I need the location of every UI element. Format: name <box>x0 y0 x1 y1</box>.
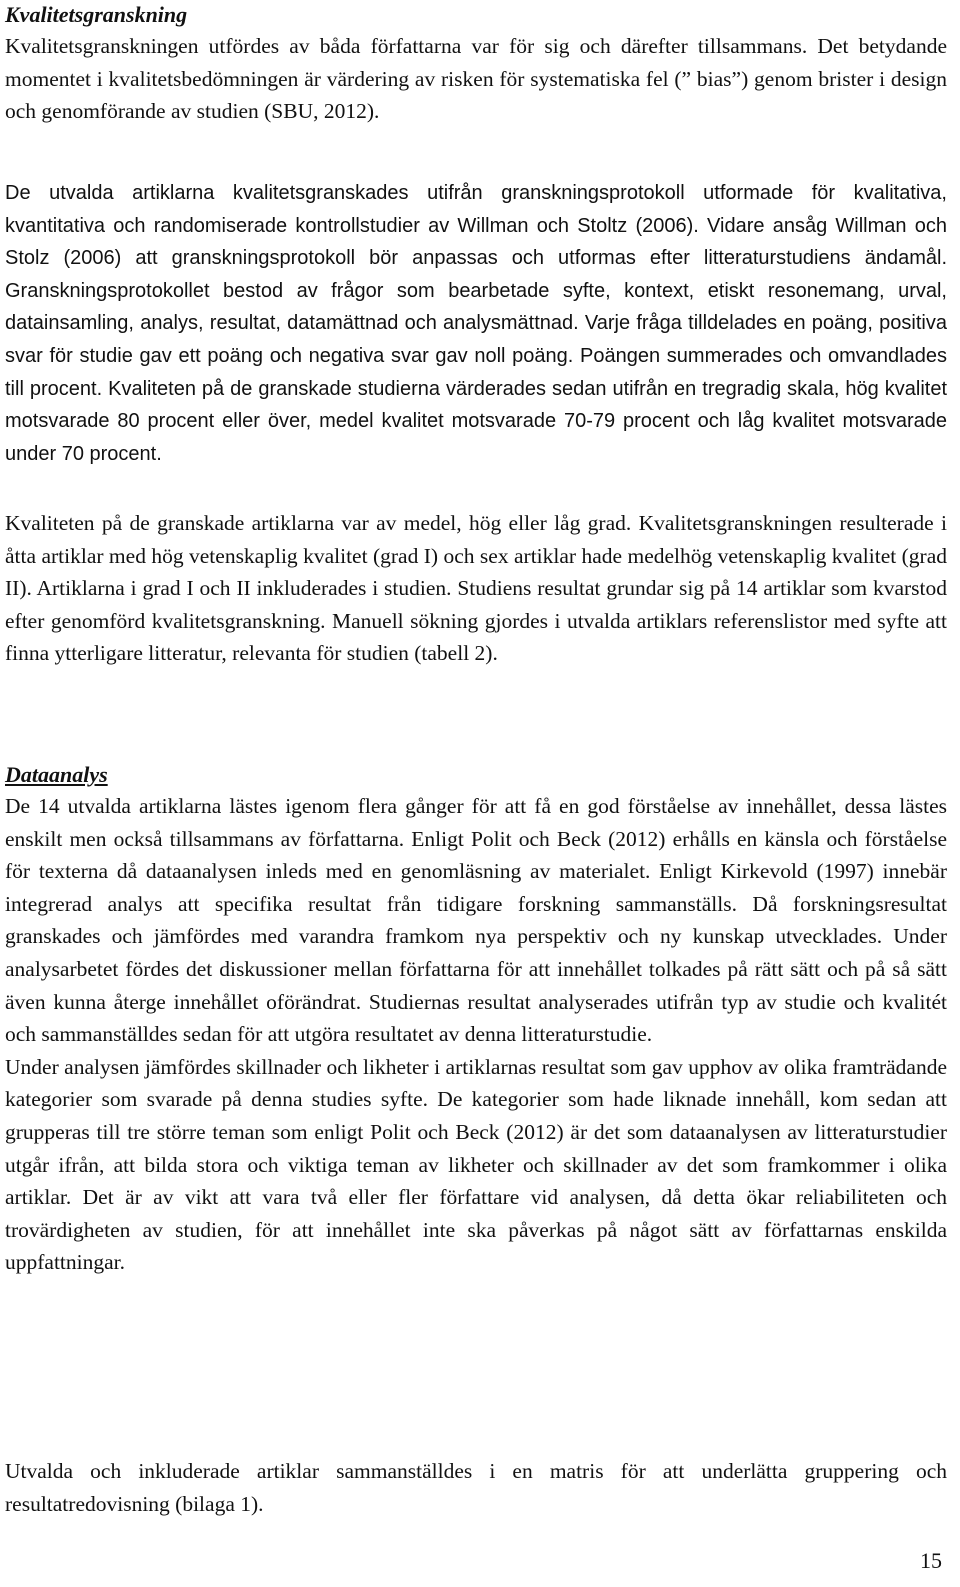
paragraph-matris-block <box>5 1455 947 1520</box>
page-number: 15 <box>920 1548 942 1573</box>
paragraph-dataanalys-2: Under analysen jämfördes skillnader och likheter i artiklarnas resultat som gav upphov av olika framträdande kategorier som svarade på denna studies syfte. De kategorier som hade liknade innehåll, kom sedan att grupperas till tre större teman som enligt Polit och Beck (2012) är det som dataanalysen av litteraturstudier utgår ifrån, att bilda stora och viktiga teman av likheter och skillnader av det som framkommer i olika artiklar. Det är av vikt att vara två eller fler författare vid analysen, då detta ökar reliabiliteten och trovärdigheten av studien, för att innehållet inte ska påverkas på något sätt av författarnas enskilda uppfattningar. <box>5 1054 947 1275</box>
paragraph-dataanalys-3: Utvalda och inkluderade artiklar sammanställdes i en matris för att underlätta gruppering och resultatredovisning (bilaga 1). <box>5 1459 947 1516</box>
heading-text: Dataanalys <box>5 762 108 787</box>
paragraph-dataanalys-1: De 14 utvalda artiklarna lästes igenom flera gånger för att få en god förståelse av innehållet, dessa lästes enskilt men också tillsammans av författarna. Enligt Polit och Beck (2012) erhålls en känsla och förståelse för texterna då dataanalysen inleds med en genomläsning av materialet. Enligt Kirkevold (1997) innebär integrerad analys att specifika resultat från tidigare forskning sammanställs. Då forskningsresultat granskades och jämfördes med varandra framkom nya perspektiv och ny kunskap utvecklades. Under analysarbetet fördes det diskussioner mellan författarna för att innehållet tolkades på rätt sätt och på så sätt även kunna återge innehållet oförändrat. Studiernas resultat analyserades utifrån typ av studie och kvalitét och sammanställdes sedan för att utgöra resultatet av denna litteraturstudie. <box>5 794 947 1047</box>
section-kvalitetsgranskning <box>5 0 947 128</box>
section-heading: Kvalitetsgranskning <box>5 2 188 27</box>
paragraph-result-block <box>5 507 947 670</box>
paragraph-protocol-block <box>5 177 947 470</box>
paragraph-protocol: De utvalda artiklarna kvalitetsgranskades utifrån granskningsprotokoll utformade för kvalitativa, kvantitativa och randomiserade kontrollstudier av Willman och Stoltz (2006). Vidare ansåg Willman och Stolz (2006) att granskningsprotokoll bör anpassas och utformas efter litteraturstudiens ändamål. Granskningsprotokollet bestod av frågor som bearbetade syfte, kontext, etiskt resonemang, urval, datainsamling, analys, resultat, datamättnad och analysmättnad. Varje fråga tilldelades en poäng, positiva svar för studie gav ett poäng och negativa svar gav noll poäng. Poängen summerades och omvandlades till procent. Kvaliteten på de granskade studierna värderades sedan utifrån en tregradig skala, hög kvalitet motsvarade 80 procent eller över, medel kvalitet motsvarade 70-79 procent och låg kvalitet motsvarade under 70 procent. <box>5 182 947 465</box>
section-dataanalys <box>5 760 947 1279</box>
paragraph-intro: Kvalitetsgranskningen utfördes av båda författarna var för sig och därefter tillsammans. Det betydande momentet i kvalitetsbedömningen är värdering av risken för systematiska fel (” bias”) genom brister i design och genomförande av studien (SBU, 2012). <box>5 34 947 124</box>
section-heading <box>5 760 947 790</box>
paragraph-result: Kvaliteten på de granskade artiklarna var av medel, hög eller låg grad. Kvalitetsgranskningen resulterade i åtta artiklar med hög vetenskaplig kvalitet (grad I) och sex artiklar hade medelhög vetenskaplig kvalitet (grad II). Artiklarna i grad I och II inkluderades i studien. Studiens resultat grundar sig på 14 artiklar som kvarstod efter genomförd kvalitetsgranskning. Manuell sökning gjordes i utvalda artiklars referenslistor med syfte att finna ytterligare litteratur, relevanta för studien (tabell 2). <box>5 511 947 666</box>
